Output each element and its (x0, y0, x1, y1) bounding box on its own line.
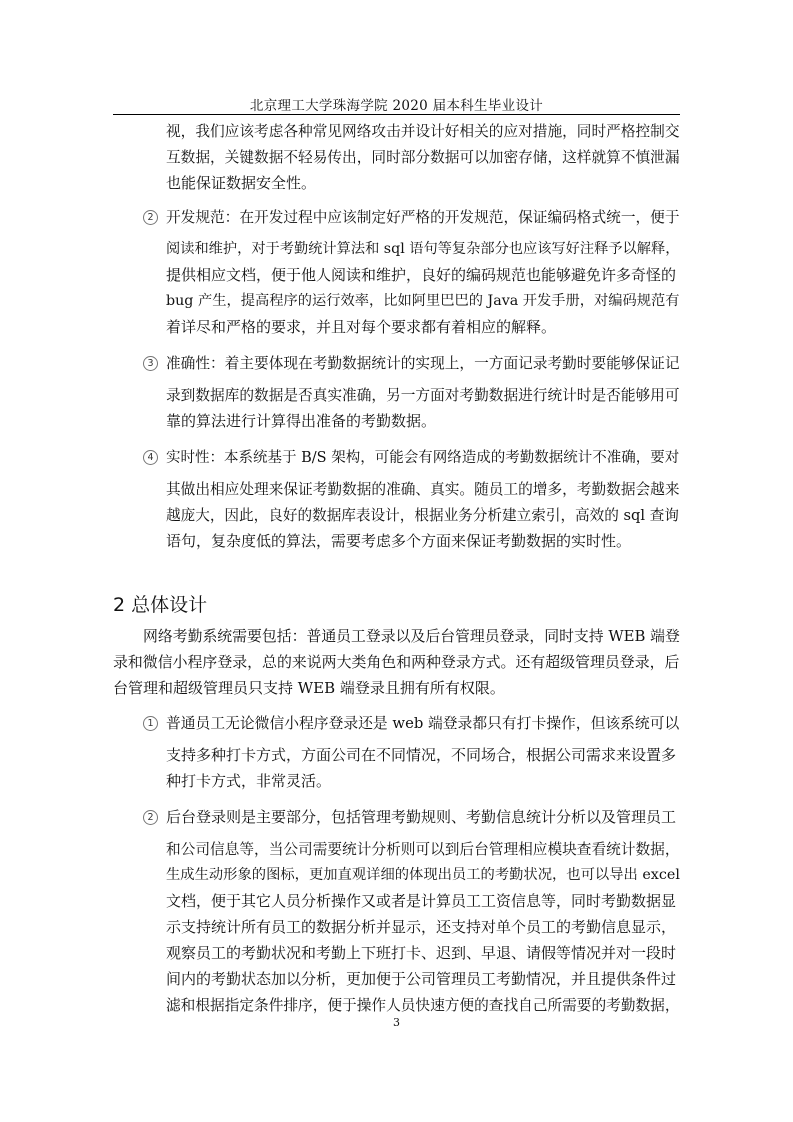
circled-number-marker: 1 (143, 716, 158, 731)
text-line: 视，我们应该考虑各种常见网络攻击并设计好相关的应对措施，同时严格控制交 (166, 123, 680, 140)
text-line: 准确性：着主要体现在考勤数据统计的实现上，一方面记录考勤时要能够保证记 (166, 355, 680, 372)
text-line: 开发规范：在开发过程中应该制定好严格的开发规范，保证编码格式统一，便于 (166, 209, 680, 226)
circled-number-marker: 2 (143, 210, 158, 225)
text-line: 间内的考勤状态加以分析，更加便于公司管理员工考勤情况，并且提供条件过 (166, 970, 677, 988)
section-heading: 2 总体设计 (113, 594, 208, 616)
text-line: 支持多种打卡方式，方面公司在不同情况，不同场合，根据公司需求来设置多 (166, 746, 677, 764)
text-line: 种打卡方式，非常灵活。 (166, 772, 332, 790)
text-line: 滤和根据指定条件排序，便于操作人员快速方便的查找自己所需要的考勤数据， (166, 997, 680, 1014)
text-line: 生成生动形象的图标，更加直观详细的体现出员工的考勤状况，也可以导出 excel (166, 867, 680, 883)
page-number: 3 (393, 1016, 400, 1029)
text-line: 阅读和维护，对于考勤统计算法和 sql 语句等复杂部分也应该写好注释予以解释， (166, 241, 680, 257)
text-line: 实时性：本系统基于 B/S 架构，可能会有网络造成的考勤数据统计不准确，要对 (166, 450, 680, 466)
text-line: 语句，复杂度低的算法，需要考虑多个方面来保证考勤数据的实时性。 (166, 532, 632, 550)
text-line: 和公司信息等，当公司需要统计分析则可以到后台管理相应模块查看统计数据， (166, 841, 680, 858)
text-line: 文档，便于其它人员分析操作又或者是计算员工工资信息等，同时考勤数据显 (166, 892, 677, 910)
text-line: 普通员工无论微信小程序登录还是 web 端登录都只有打卡操作，但该系统可以 (166, 715, 680, 732)
text-line: 台管理和超级管理员只支持 WEB 端登录且拥有所有权限。 (113, 679, 505, 697)
text-line: 互数据，关键数据不轻易传出，同时部分数据可以加密存储，这样就算不慎泄漏 (166, 149, 680, 166)
text-line: 网络考勤系统需要包括：普通员工登录以及后台管理员登录，同时支持 WEB 端登 (143, 627, 680, 645)
header-rule (113, 114, 680, 115)
text-line: 着详尽和严格的要求，并且对每个要求都有着相应的解释。 (166, 318, 557, 336)
text-line: 其做出相应处理来保证考勤数据的准确、真实。随员工的增多，考勤数据会越来 (166, 481, 680, 498)
circled-number-marker: 4 (143, 450, 158, 465)
text-line: 靠的算法进行计算得出准备的考勤数据。 (166, 412, 437, 430)
text-line: 示支持统计所有员工的数据分析并显示，还支持对单个员工的考勤信息显示， (166, 918, 677, 936)
text-line: 也能保证数据安全性。 (166, 174, 317, 192)
text-line: 录到数据库的数据是否真实准确，另一方面对考勤数据进行统计时是否能够用可 (166, 387, 680, 404)
text-line: 后台登录则是主要部分，包括管理考勤规则、考勤信息统计分析以及管理员工 (166, 808, 677, 826)
page-header: 北京理工大学珠海学院 2020 届本科生毕业设计 (249, 98, 544, 114)
text-line: 越庞大，因此，良好的数据库表设计，根据业务分析建立索引，高效的 sql 查询 (166, 507, 679, 524)
circled-number-marker: 2 (143, 810, 158, 825)
text-line: bug 产生，提高程序的运行效率，比如阿里巴巴的 Java 开发手册，对编码规范有 (166, 293, 680, 309)
text-line: 观察员工的考勤状况和考勤上下班打卡、迟到、早退、请假等情况并对一段时 (166, 944, 677, 962)
circled-number-marker: 3 (143, 356, 158, 371)
text-line: 录和微信小程序登录，总的来说两大类角色和两种登录方式。还有超级管理员登录，后 (113, 653, 680, 671)
text-line: 提供相应文档，便于他人阅读和维护，良好的编码规范也能够避免许多奇怪的 (166, 266, 677, 284)
